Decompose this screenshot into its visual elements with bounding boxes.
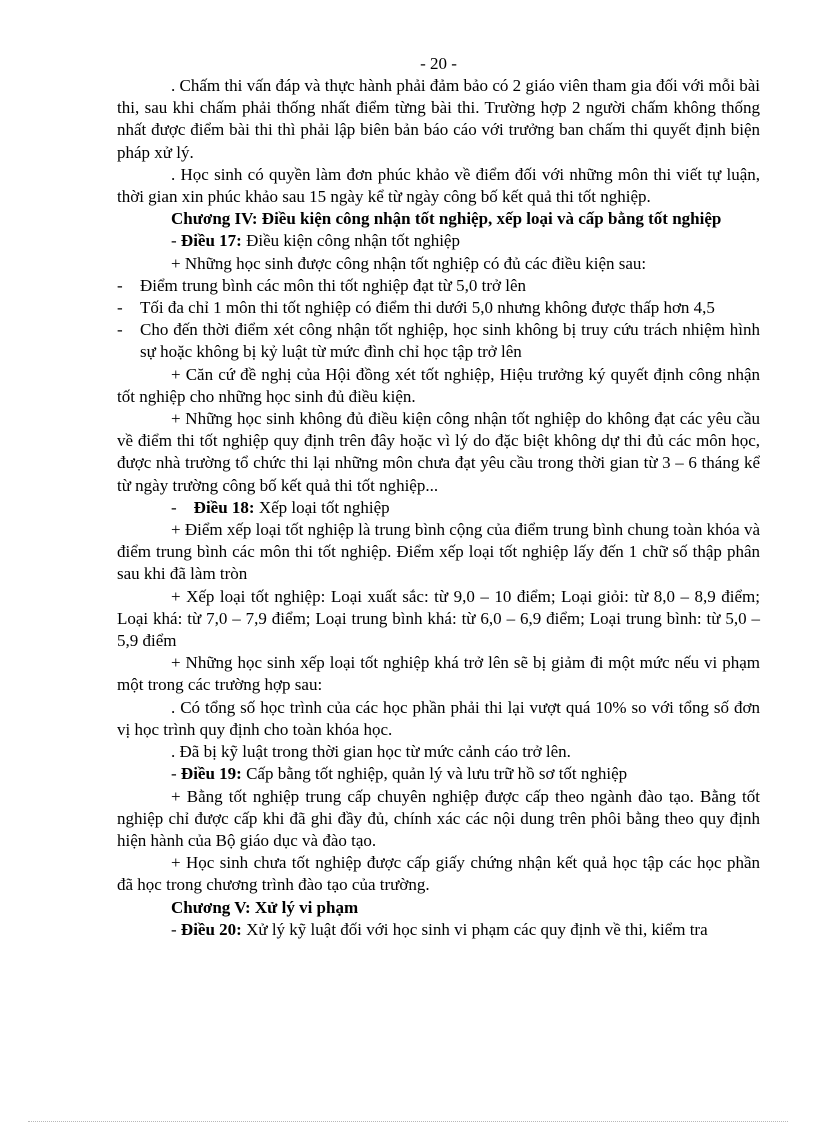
article-17-intro: + Những học sinh được công nhận tốt nghiệp có đủ các điều kiện sau: [171, 253, 647, 273]
article-19-title: Cấp bằng tốt nghiệp, quản lý và lưu trữ hồ sơ tốt nghiệp [241, 764, 628, 784]
article-19-heading [117, 763, 760, 785]
article-17-title: Điều kiện công nhận tốt nghiệp [241, 231, 460, 251]
article-17-label: Điều 17: [180, 231, 242, 251]
list-item-text: Tối đa chỉ 1 môn thi tốt nghiệp có điểm thi dưới 5,0 nhưng không được thấp hơn 4,5 [140, 298, 715, 318]
article-17-prefix: - [171, 231, 181, 251]
article-17-heading [117, 230, 760, 252]
article-18-paragraph-1: + Điểm xếp loại tốt nghiệp là trung bình cộng của điểm trung bình chung toàn khóa và điểm trung bình các môn thi tốt nghiệp. Điểm xếp loại tốt nghiệp lấy đến 1 chữ số thập phân sau khi đã làm tròn [117, 520, 760, 584]
article-18-title: Xếp loại tốt nghiệp [254, 497, 390, 517]
article-18-paragraph-2: + Xếp loại tốt nghiệp: Loại xuất sắc: từ 9,0 – 10 điểm; Loại giỏi: từ 8,0 – 8,9 điểm; Loại khá: từ 7,0 – 7,9 điểm; Loại trung bình khá: từ 6,0 – 6,9 điểm; Loại trung bình: từ 5,0 – 5,9 điểm [117, 586, 760, 651]
article-18-paragraph-3: + Những học sinh xếp loại tốt nghiệp khá trở lên sẽ bị giảm đi một mức nếu vi phạm một trong các trường hợp sau: [117, 653, 760, 695]
article-18-paragraph-4: . Có tổng số học trình của các học phần phải thi lại vượt quá 10% so với tổng số đơn vị học trình quy định cho toàn khóa học. [117, 697, 760, 739]
page-bottom-rule [28, 1121, 788, 1122]
article-19-label: Điều 19: [180, 764, 242, 784]
article-19-paragraph-2: + Học sinh chưa tốt nghiệp được cấp giấy chứng nhận kết quả học tập các học phần đã học trong chương trình đào tạo của trường. [117, 853, 760, 895]
bullet-marker: - [117, 275, 123, 295]
list-item [117, 319, 760, 363]
article-20-label: Điều 20: [180, 919, 242, 939]
article-20-title: Xử lý kỹ luật đối với học sinh vi phạm các quy định về thi, kiểm tra [241, 919, 708, 939]
list-item-text: Cho đến thời điểm xét công nhận tốt nghiệp, học sinh không bị truy cứu trách nhiệm hình sự hoặc không bị kỷ luật từ mức đình chỉ học tập trở lên [140, 320, 760, 362]
chapter-4-heading: Chương IV: Điều kiện công nhận tốt nghiệp, xếp loại và cấp bằng tốt nghiệp [171, 209, 722, 229]
article-18-paragraph-5: . Đã bị kỹ luật trong thời gian học từ mức cảnh cáo trở lên. [171, 742, 571, 762]
article-19-paragraph-1: + Bằng tốt nghiệp trung cấp chuyên nghiệp được cấp theo ngành đào tạo. Bằng tốt nghiệp chỉ được cấp khi đã ghi đầy đủ, chính xác các nội dung trên phôi bằng theo quy định hiện hành của Bộ giáo dục và đào tạo. [117, 786, 760, 850]
page-number: - 20 - [420, 54, 457, 73]
article-18-heading [117, 497, 760, 519]
article-19-prefix: - [171, 764, 181, 784]
chapter-5-heading: Chương V: Xử lý vi phạm [171, 897, 359, 917]
list-item [117, 297, 760, 319]
paragraph-appeal: . Học sinh có quyền làm đơn phúc khảo về điểm đối với những môn thi viết tự luận, thời gian xin phúc khảo sau 15 ngày kể từ ngày công bố kết quả thi tốt nghiệp. [117, 164, 760, 207]
article-20-heading [117, 919, 760, 941]
article-17-paragraph-2: + Những học sinh không đủ điều kiện công nhận tốt nghiệp do không đạt các yêu cầu về điểm thi tốt nghiệp quy định trên đây hoặc vì lý do đặc biệt không dự thi đủ các môn học, được nhà trường tổ chức thi lại những môn chưa đạt yêu cầu trong thời gian từ 3 – 6 tháng kể từ ngày trường công bố kết quả thi tốt nghiệp... [117, 409, 760, 495]
article-18-label: Điều 18: [193, 497, 255, 517]
list-item-text: Điểm trung bình các môn thi tốt nghiệp đạt từ 5,0 trở lên [140, 275, 526, 295]
bullet-marker: - [117, 298, 123, 318]
article-20-prefix: - [171, 919, 181, 939]
bullet-marker: - [117, 320, 123, 340]
list-item [117, 275, 760, 297]
paragraph-oral-exam-grading: . Chấm thi vấn đáp và thực hành phải đảm bảo có 2 giáo viên tham gia đối với mỗi bài thi, sau khi chấm phải thống nhất điểm từng bài thi. Trường hợp 2 người chấm không thống nhất được điểm bài thi thì phải lập biên bản báo cáo với trưởng ban chấm thi quyết định biện pháp xử lý. [117, 76, 760, 162]
article-17-paragraph-1: + Căn cứ đề nghị của Hội đồng xét tốt nghiệp, Hiệu trưởng ký quyết định công nhận tốt nghiệp cho những học sinh đủ điều kiện. [117, 364, 760, 406]
article-18-prefix: - [171, 497, 177, 517]
